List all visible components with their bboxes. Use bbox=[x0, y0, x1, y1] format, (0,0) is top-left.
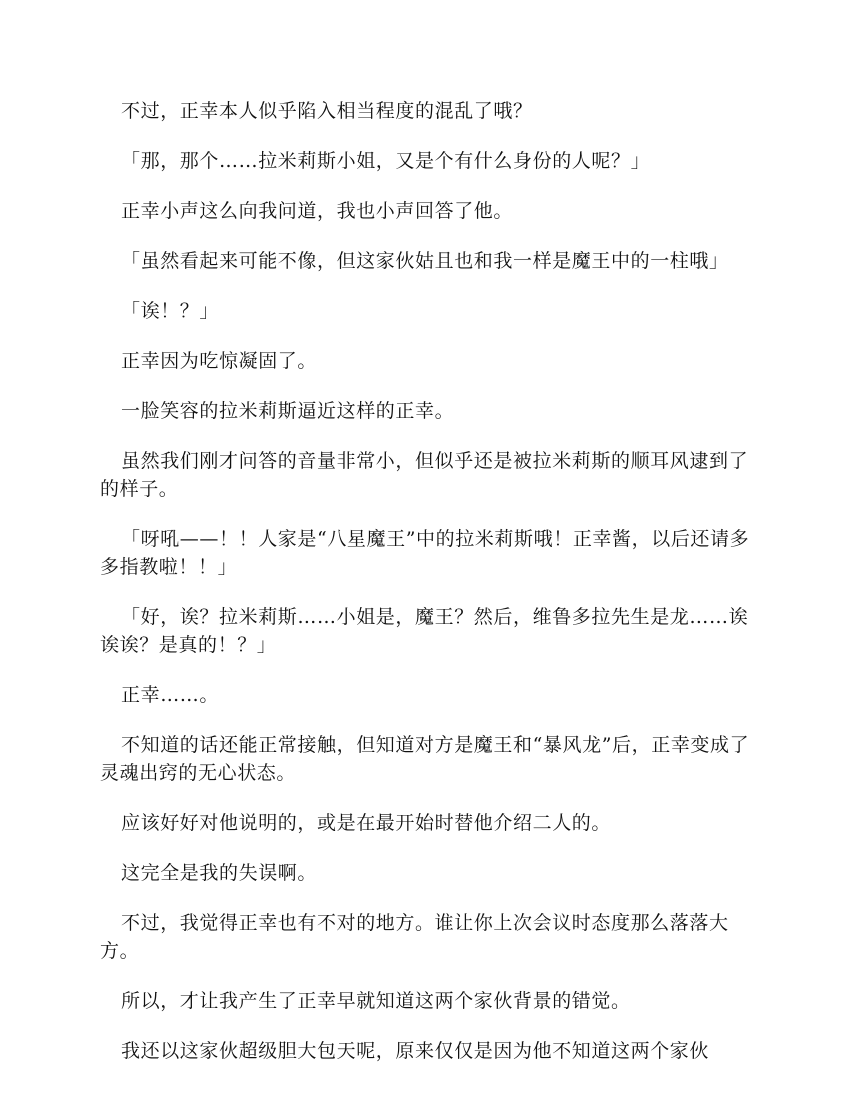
paragraph: 「那，那个……拉米莉斯小姐，又是个有什么身份的人呢？」 bbox=[121, 150, 651, 172]
paragraph: 「呀吼——！！人家是“八星魔王”中的拉米莉斯哦！正幸酱，以后还请多多指教啦！！」 bbox=[100, 528, 750, 578]
paragraph: 虽然我们刚才问答的音量非常小，但似乎还是被拉米莉斯的顺耳风逮到了的样子。 bbox=[100, 450, 749, 500]
paragraph: 正幸……。 bbox=[121, 684, 220, 706]
paragraph: 应该好好对他说明的，或是在最开始时替他介绍二人的。 bbox=[121, 812, 612, 834]
paragraph: 正幸小声这么向我问道，我也小声回答了他。 bbox=[121, 200, 514, 222]
paragraph: 正幸因为吃惊凝固了。 bbox=[121, 350, 318, 372]
paragraph: 一脸笑容的拉米莉斯逼近这样的正幸。 bbox=[121, 400, 455, 422]
paragraph: 这完全是我的失误啊。 bbox=[121, 862, 318, 884]
paragraph: 我还以这家伙超级胆大包天呢，原来仅仅是因为他不知道这两个家伙 bbox=[121, 1040, 710, 1062]
paragraph: 「诶！？」 bbox=[121, 300, 220, 322]
paragraph: 不过，正幸本人似乎陷入相当程度的混乱了哦？ bbox=[121, 100, 533, 122]
paragraph: 不知道的话还能正常接触，但知道对方是魔王和“暴风龙”后，正幸变成了灵魂出窍的无心状态。 bbox=[100, 734, 750, 784]
paragraph: 所以，才让我产生了正幸早就知道这两个家伙背景的错觉。 bbox=[121, 990, 631, 1012]
paragraph: 「虽然看起来可能不像，但这家伙姑且也和我一样是魔王中的一柱哦」 bbox=[121, 250, 729, 272]
paragraph: 不过，我觉得正幸也有不对的地方。谁让你上次会议时态度那么落落大方。 bbox=[100, 912, 729, 962]
paragraph: 「好，诶？拉米莉斯……小姐是，魔王？然后，维鲁多拉先生是龙……诶诶诶？是真的！？」 bbox=[100, 606, 749, 656]
